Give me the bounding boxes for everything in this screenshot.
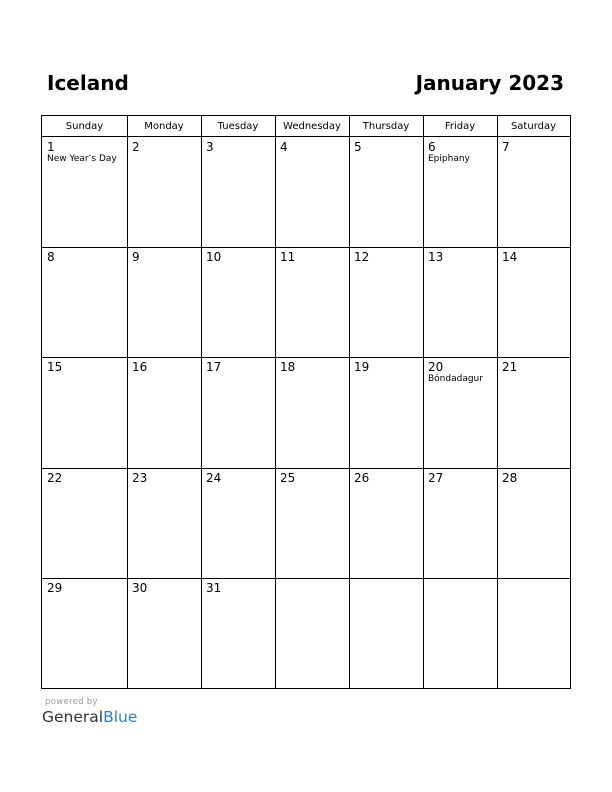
day-cell-23 bbox=[127, 468, 201, 578]
day-number: 16 bbox=[132, 360, 148, 375]
brand-footer bbox=[42, 697, 137, 727]
day-number: 10 bbox=[206, 250, 222, 265]
day-cell-8 bbox=[42, 247, 127, 357]
weekday-header-row bbox=[42, 116, 570, 137]
day-number: 20 bbox=[428, 360, 444, 375]
day-number: 31 bbox=[206, 580, 222, 595]
day-number: 6 bbox=[428, 140, 436, 154]
day-cell-10 bbox=[201, 247, 275, 357]
powered-by-text: powered by bbox=[45, 697, 98, 707]
country-title: Iceland bbox=[47, 71, 129, 95]
weekday-wednesday: Wednesday bbox=[283, 121, 341, 132]
day-cell-24 bbox=[201, 468, 275, 578]
day-cell-22 bbox=[42, 468, 127, 578]
day-number: 28 bbox=[502, 470, 518, 485]
holiday-label: Epiphany bbox=[428, 154, 470, 164]
day-cell-12 bbox=[349, 247, 423, 357]
calendar-grid bbox=[41, 115, 571, 689]
day-number: 22 bbox=[47, 470, 63, 485]
day-cell-5 bbox=[349, 137, 423, 247]
empty-day-cell bbox=[349, 578, 423, 688]
day-number: 11 bbox=[280, 250, 296, 265]
day-number: 17 bbox=[206, 360, 222, 375]
weekday-thursday: Thursday bbox=[362, 121, 410, 132]
weekday-monday: Monday bbox=[144, 121, 184, 132]
day-number: 2 bbox=[132, 140, 140, 154]
day-number: 29 bbox=[47, 580, 63, 595]
day-cell-16 bbox=[127, 357, 201, 467]
weekday-sunday: Sunday bbox=[65, 121, 104, 132]
day-cell-30 bbox=[127, 578, 201, 688]
day-number: 3 bbox=[206, 140, 214, 154]
day-number: 23 bbox=[132, 470, 148, 485]
day-cell-31 bbox=[201, 578, 275, 688]
day-number: 30 bbox=[132, 580, 148, 595]
weekday-friday: Friday bbox=[444, 121, 476, 132]
day-cell-11 bbox=[275, 247, 349, 357]
day-cell-1 bbox=[42, 137, 127, 247]
day-cell-28 bbox=[497, 468, 570, 578]
brand-name-general: General bbox=[42, 708, 104, 726]
day-number: 21 bbox=[502, 360, 518, 375]
day-number: 27 bbox=[428, 470, 444, 485]
day-cell-17 bbox=[201, 357, 275, 467]
day-cell-4 bbox=[275, 137, 349, 247]
weekday-tuesday: Tuesday bbox=[217, 121, 259, 132]
day-number: 13 bbox=[428, 250, 444, 265]
weekday-saturday: Saturday bbox=[510, 121, 557, 132]
empty-day-cell bbox=[275, 578, 349, 688]
brand-name-blue: Blue bbox=[103, 708, 138, 726]
day-cell-29 bbox=[42, 578, 127, 688]
day-cell-21 bbox=[497, 357, 570, 467]
holiday-label: New Year’s Day bbox=[47, 154, 117, 164]
day-cell-6 bbox=[423, 137, 497, 247]
empty-day-cell bbox=[423, 578, 497, 688]
day-cell-26 bbox=[349, 468, 423, 578]
brand-logo bbox=[42, 707, 137, 727]
day-cell-18 bbox=[275, 357, 349, 467]
holiday-label: Bóndadagur bbox=[428, 374, 483, 385]
day-cell-13 bbox=[423, 247, 497, 357]
day-cell-19 bbox=[349, 357, 423, 467]
day-cell-9 bbox=[127, 247, 201, 357]
day-number: 9 bbox=[132, 250, 140, 265]
day-number: 12 bbox=[354, 250, 370, 265]
day-number: 5 bbox=[354, 140, 362, 154]
day-number: 26 bbox=[354, 470, 370, 485]
day-number: 24 bbox=[206, 470, 222, 485]
day-cell-2 bbox=[127, 137, 201, 247]
day-number: 14 bbox=[502, 250, 518, 265]
day-number: 8 bbox=[47, 250, 55, 265]
day-number: 18 bbox=[280, 360, 296, 375]
day-number: 4 bbox=[280, 140, 288, 154]
day-cell-20 bbox=[423, 357, 497, 467]
day-cell-25 bbox=[275, 468, 349, 578]
day-number: 1 bbox=[47, 140, 55, 154]
day-number: 7 bbox=[502, 140, 510, 154]
month-title: January 2023 bbox=[415, 71, 564, 95]
empty-day-cell bbox=[497, 578, 570, 688]
day-number: 19 bbox=[354, 360, 370, 375]
day-cell-15 bbox=[42, 357, 127, 467]
day-cell-14 bbox=[497, 247, 570, 357]
day-cell-3 bbox=[201, 137, 275, 247]
day-cell-7 bbox=[497, 137, 570, 247]
day-number: 25 bbox=[280, 470, 296, 485]
day-cell-27 bbox=[423, 468, 497, 578]
day-number: 15 bbox=[47, 360, 63, 375]
